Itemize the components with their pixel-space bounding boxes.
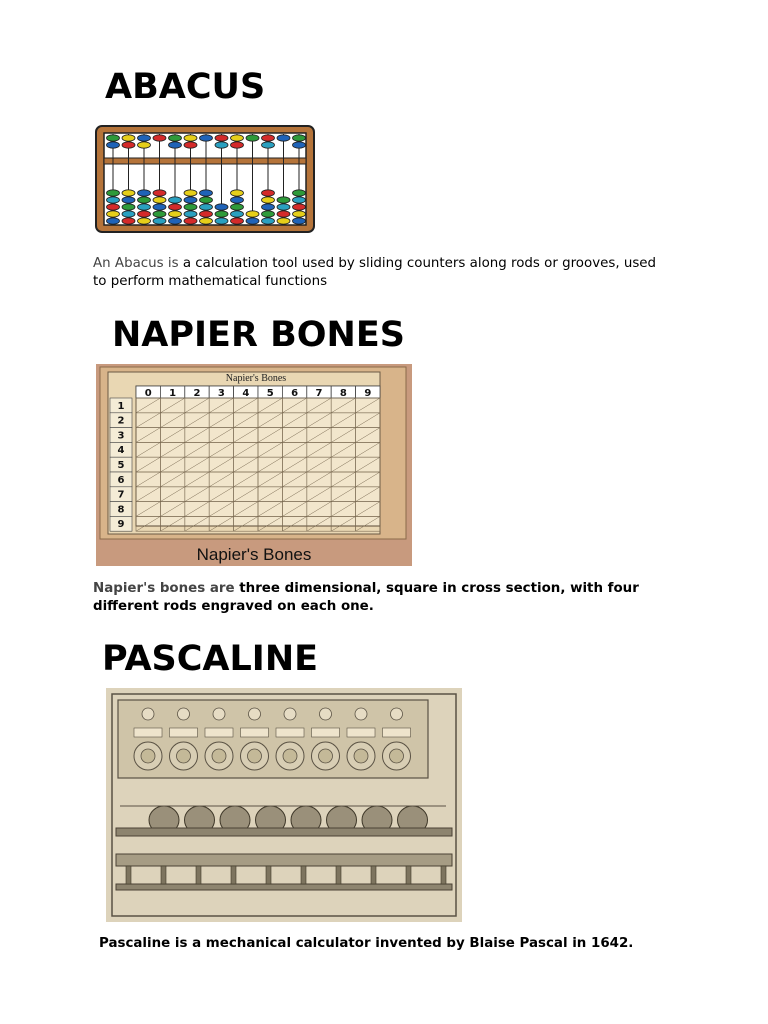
abacus-bead	[153, 135, 166, 141]
abacus-bead	[277, 197, 290, 203]
napier-row-digit: 9	[117, 519, 125, 531]
napier-row-digit: 4	[117, 445, 125, 457]
napier-column-digit: 1	[169, 388, 177, 399]
napier-row-digit: 5	[117, 460, 125, 471]
abacus-bead	[277, 211, 290, 217]
pascaline-window	[391, 708, 403, 720]
abacus-bead	[293, 142, 306, 148]
abacus-bead	[262, 211, 275, 217]
napier-column-digit: 9	[364, 388, 372, 399]
abacus-desc-rest: a calculation tool used by sliding counters along rods or grooves, used to perform mathematical functions	[93, 256, 657, 289]
pascaline-label-plate	[383, 728, 411, 737]
abacus-bead	[169, 135, 182, 141]
napier-column-digit: 0	[144, 388, 152, 399]
abacus-bead	[200, 218, 213, 224]
abacus-bead	[122, 204, 135, 210]
abacus-bead	[231, 190, 244, 196]
abacus-bead	[231, 204, 244, 210]
abacus-bead	[215, 142, 228, 148]
pascaline-leg	[196, 866, 201, 884]
abacus-bead	[107, 204, 120, 210]
napier-column-digit: 3	[217, 388, 225, 399]
abacus-bead	[138, 204, 151, 210]
pascaline-heading: PASCALINE	[102, 639, 319, 679]
abacus-bead	[107, 190, 120, 196]
napier-bones-photo	[96, 364, 412, 566]
abacus-bead	[138, 190, 151, 196]
abacus-bead	[277, 218, 290, 224]
abacus-bead	[293, 135, 306, 141]
pascaline-window	[284, 708, 296, 720]
pascaline-dial-center	[248, 749, 262, 763]
abacus-bead	[293, 211, 306, 217]
abacus-bead	[215, 211, 228, 217]
abacus-bead	[215, 204, 228, 210]
abacus-bead	[169, 142, 182, 148]
abacus-bead	[107, 135, 120, 141]
pascaline-engraving	[106, 688, 462, 922]
pascaline-dial-center	[212, 749, 226, 763]
pascaline-dial-center	[283, 749, 297, 763]
abacus-bead	[277, 135, 290, 141]
abacus-bead	[169, 197, 182, 203]
pascaline-label-plate	[134, 728, 162, 737]
abacus-bead	[246, 211, 259, 217]
abacus-bead	[153, 204, 166, 210]
abacus-bead	[153, 211, 166, 217]
napier-column-digit: 8	[339, 388, 347, 399]
abacus-bead	[153, 218, 166, 224]
pascaline-label-plate	[241, 728, 269, 737]
abacus-bead	[138, 218, 151, 224]
abacus-bead	[169, 211, 182, 217]
abacus-bead	[277, 204, 290, 210]
abacus-bead	[262, 218, 275, 224]
abacus-bead	[138, 211, 151, 217]
napier-heading: NAPIER BONES	[112, 315, 405, 355]
napier-description	[93, 580, 693, 616]
abacus-bead	[153, 190, 166, 196]
pascaline-label-plate	[347, 728, 375, 737]
napier-image-title: Napier's Bones	[225, 373, 287, 384]
abacus-bead	[262, 135, 275, 141]
abacus-bead	[293, 190, 306, 196]
abacus-bead	[184, 142, 197, 148]
pascaline-label-plate	[205, 728, 233, 737]
pascaline-window	[320, 708, 332, 720]
abacus-bead	[246, 218, 259, 224]
pascaline-label-plate	[170, 728, 198, 737]
abacus-bead	[293, 218, 306, 224]
abacus-bead	[262, 142, 275, 148]
pascaline-leg	[126, 866, 131, 884]
abacus-bead	[138, 135, 151, 141]
abacus-bead	[262, 197, 275, 203]
abacus-bead	[215, 218, 228, 224]
pascaline-dial-center	[177, 749, 191, 763]
abacus-illustration	[94, 124, 316, 234]
pascaline-leg	[406, 866, 411, 884]
abacus-bead	[107, 211, 120, 217]
pascaline-dial-center	[354, 749, 368, 763]
napier-image-caption: Napier's Bones	[196, 545, 312, 564]
abacus-bead	[200, 204, 213, 210]
abacus-heading: ABACUS	[105, 67, 266, 107]
napier-column-digit: 5	[266, 388, 274, 399]
pascaline-description	[99, 935, 719, 953]
napier-row-digit: 6	[117, 474, 125, 486]
napier-desc-lead: Napier's bones are	[93, 581, 235, 596]
pascaline-leg	[371, 866, 376, 884]
abacus-bead	[231, 211, 244, 217]
pascaline-leg	[441, 866, 446, 884]
pascaline-leg	[231, 866, 236, 884]
abacus-bead	[122, 197, 135, 203]
napier-column-digit: 4	[242, 388, 250, 399]
abacus-bead	[169, 204, 182, 210]
abacus-bead	[200, 135, 213, 141]
pascaline-leg	[266, 866, 271, 884]
abacus-bead	[262, 190, 275, 196]
abacus-bead	[153, 197, 166, 203]
abacus-bead	[200, 197, 213, 203]
abacus-bead	[107, 218, 120, 224]
abacus-bead	[215, 135, 228, 141]
pascaline-leg	[161, 866, 166, 884]
napier-column-digit: 7	[315, 388, 323, 399]
abacus-bead	[231, 135, 244, 141]
abacus-bead	[107, 197, 120, 203]
abacus-bead	[122, 135, 135, 141]
napier-row-digit: 3	[117, 430, 125, 442]
abacus-bead	[200, 211, 213, 217]
pascaline-dial-center	[141, 749, 155, 763]
pascaline-desc-lead: Pascaline is a mechanical calculator invented by Blaise Pascal in 1642.	[99, 936, 634, 951]
abacus-bead	[262, 204, 275, 210]
abacus-bead	[122, 190, 135, 196]
abacus-bead	[200, 190, 213, 196]
pascaline-window	[178, 708, 190, 720]
napier-column-digit: 6	[291, 388, 299, 399]
abacus-bead	[122, 211, 135, 217]
abacus-bead	[246, 135, 259, 141]
napier-row-digit: 1	[117, 400, 125, 412]
pascaline-window	[249, 708, 261, 720]
pascaline-window	[355, 708, 367, 720]
abacus-bead	[122, 218, 135, 224]
abacus-bead	[138, 142, 151, 148]
abacus-bead	[231, 197, 244, 203]
abacus-bead	[293, 197, 306, 203]
pascaline-leg	[336, 866, 341, 884]
abacus-bead	[169, 218, 182, 224]
pascaline-dial-center	[319, 749, 333, 763]
napier-column-digit: 2	[193, 388, 201, 399]
pascaline-window	[142, 708, 154, 720]
abacus-bead	[122, 142, 135, 148]
abacus-bead	[184, 197, 197, 203]
napier-row-digit: 8	[117, 504, 125, 516]
pascaline-label-plate	[276, 728, 304, 737]
abacus-bead	[231, 142, 244, 148]
abacus-bead	[293, 204, 306, 210]
abacus-bead	[184, 211, 197, 217]
abacus-bead	[231, 218, 244, 224]
pascaline-leg	[301, 866, 306, 884]
abacus-desc-lead: An Abacus is	[93, 256, 179, 271]
pascaline-label-plate	[312, 728, 340, 737]
pascaline-window	[213, 708, 225, 720]
abacus-bead	[184, 218, 197, 224]
abacus-bead	[184, 190, 197, 196]
abacus-description	[93, 255, 673, 291]
napier-row-digit: 2	[117, 415, 125, 427]
abacus-bead	[184, 135, 197, 141]
napier-row-digit: 7	[117, 489, 125, 501]
napier-desc-rest: three dimensional, square in cross section, with four different rods engraved on each one.	[93, 581, 639, 614]
pascaline-dial-center	[390, 749, 404, 763]
abacus-bead	[184, 204, 197, 210]
abacus-bead	[107, 142, 120, 148]
abacus-bead	[138, 197, 151, 203]
